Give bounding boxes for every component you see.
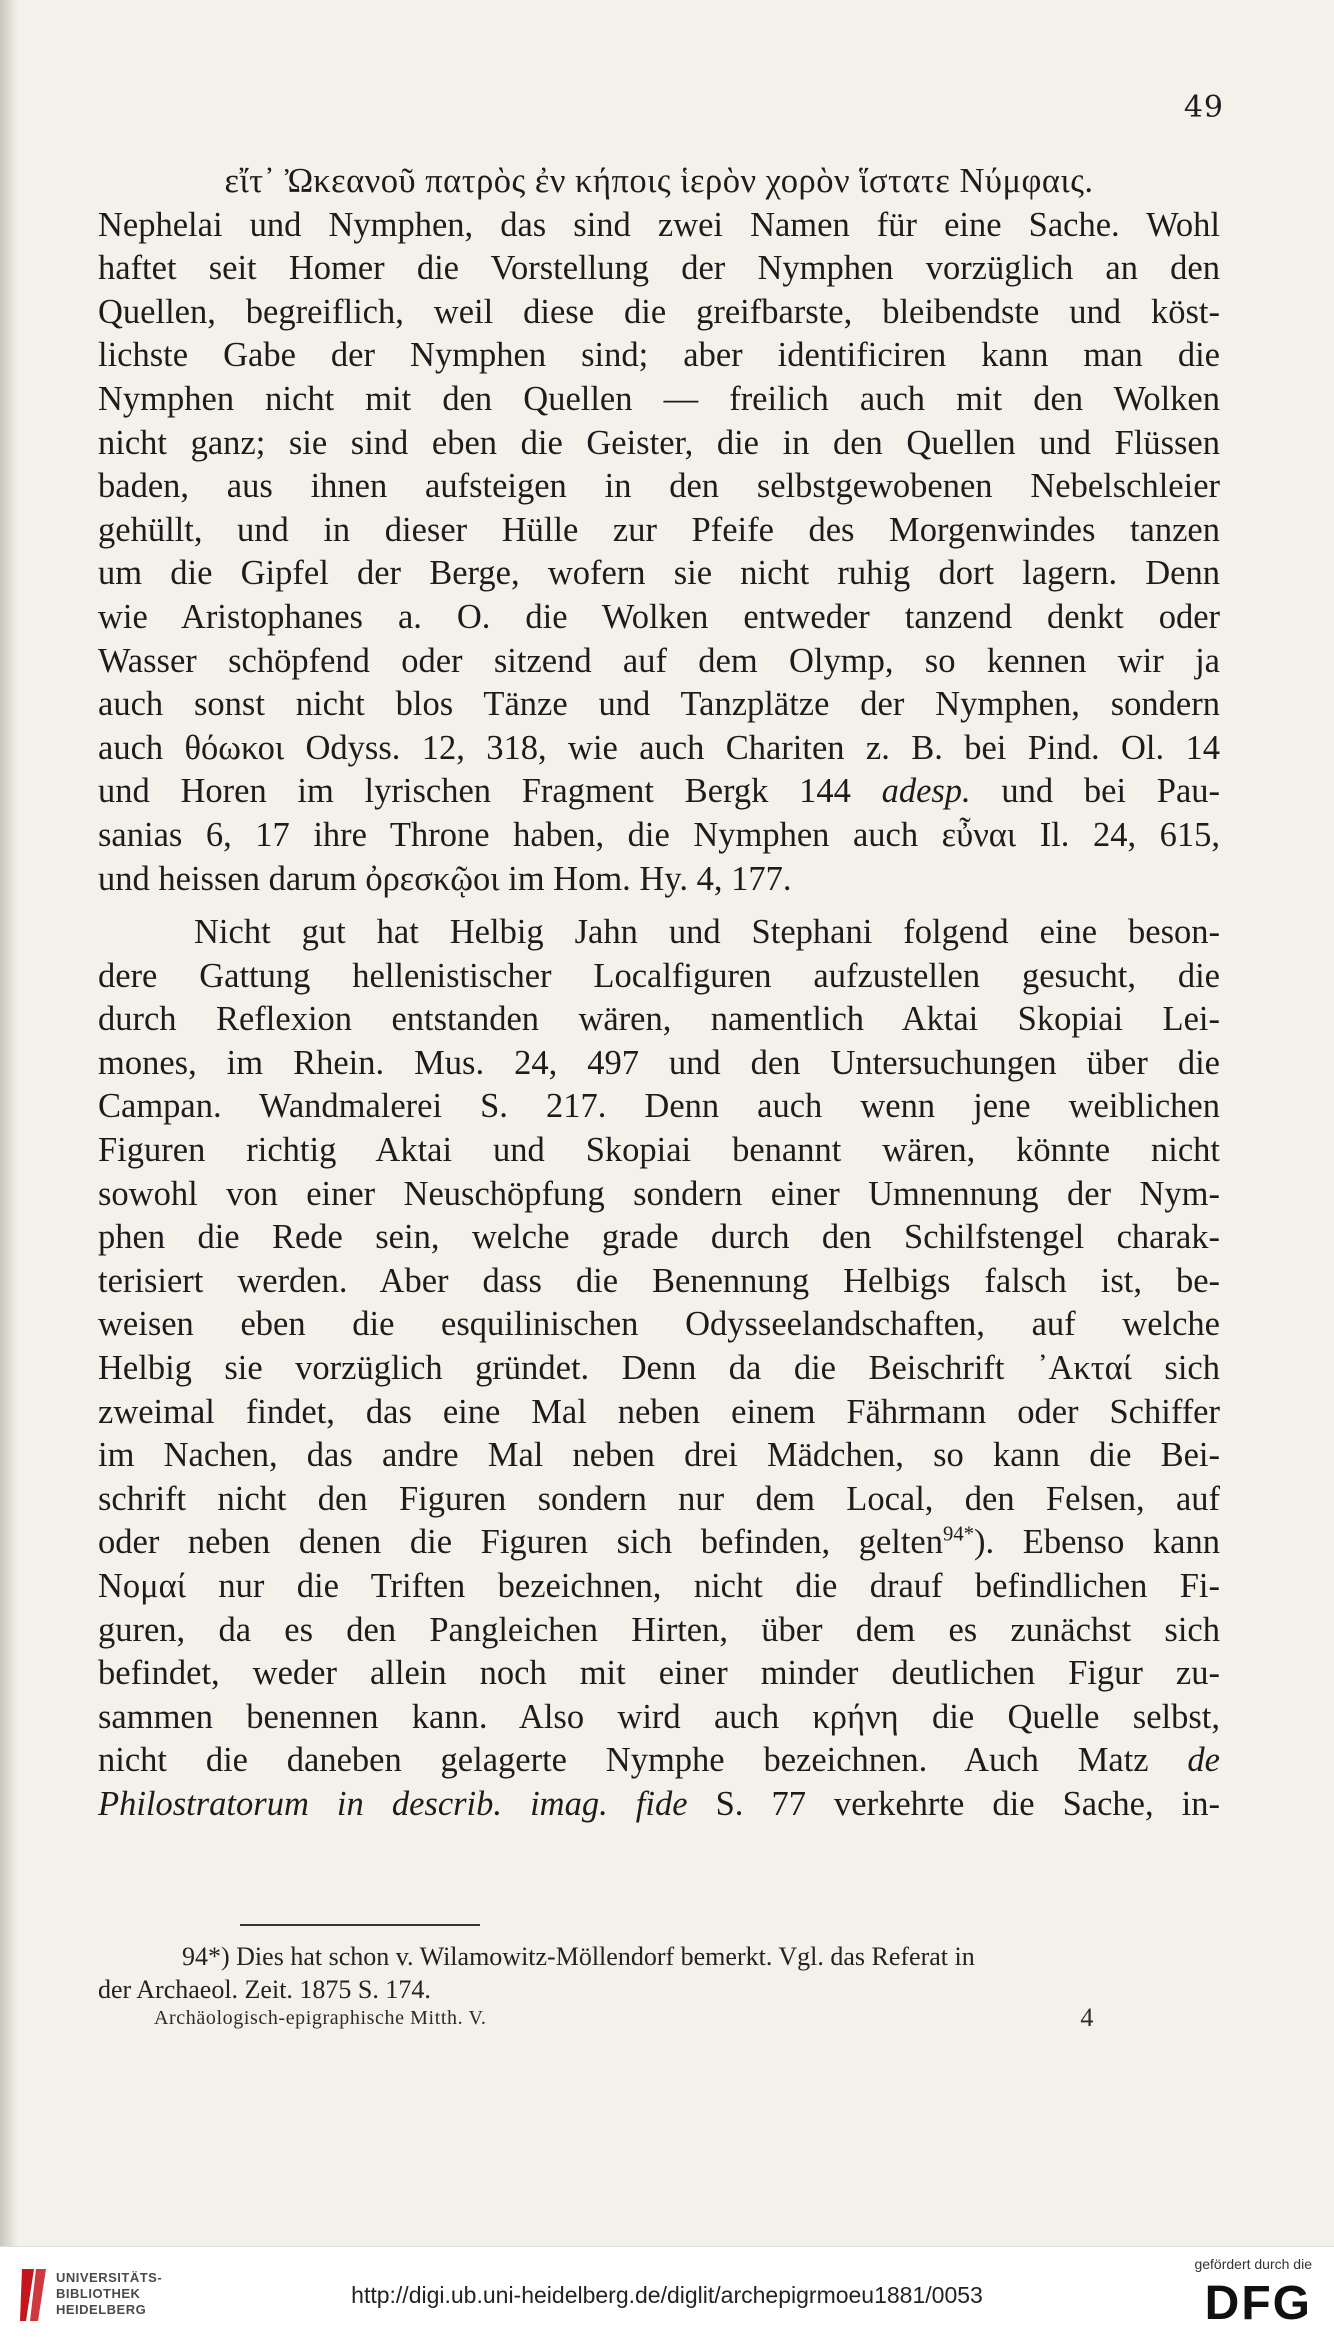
text-line: Wasser schöpfend oder sitzend auf dem Olymp, so kennen wir ja bbox=[98, 641, 1220, 680]
text-line: terisiert werden. Aber dass die Benennung Helbigs falsch ist, be- bbox=[98, 1261, 1220, 1300]
footnote-line: 94*) Dies hat schon v. Wilamowitz-Möllendorf bemerkt. Vgl. das Referat in bbox=[182, 1942, 975, 1971]
text-line: haftet seit Homer die Vorstellung der Nymphen vorzüglich an den bbox=[98, 249, 1220, 288]
text-line: durch Reflexion entstanden wären, namentlich Aktai Skopiai Lei- bbox=[98, 1000, 1220, 1039]
permalink-url[interactable]: http://digi.ub.uni-heidelberg.de/diglit/archepigrmoeu1881/0053 bbox=[351, 2282, 983, 2308]
text-line: um die Gipfel der Berge, wofern sie nicht ruhig dort lagern. Denn bbox=[98, 554, 1220, 593]
funding-caption: gefördert durch die bbox=[1194, 2256, 1312, 2272]
text-line: nicht ganz; sie sind eben die Geister, die in den Quellen und Flüssen bbox=[98, 423, 1220, 462]
footnote-line: der Archaeol. Zeit. 1875 S. 174. bbox=[98, 1975, 431, 2004]
text-line: phen die Rede sein, welche grade durch den Schilfstengel charak- bbox=[98, 1218, 1220, 1257]
journal-title: Archäologisch-epigraphische Mitth. V. bbox=[154, 2007, 487, 2029]
text-line: dere Gattung hellenistischer Localfiguren aufzustellen gesucht, die bbox=[98, 956, 1220, 995]
body-text bbox=[98, 160, 1220, 1827]
footnote-rule bbox=[240, 1924, 480, 1926]
text-line: befindet, weder allein noch mit einer minder deutlichen Figur zu- bbox=[98, 1654, 1220, 1693]
text-line: mones, im Rhein. Mus. 24, 497 und den Untersuchungen über die bbox=[98, 1043, 1220, 1082]
text-line: guren, da es den Pangleichen Hirten, über dem es zunächst sich bbox=[98, 1610, 1220, 1649]
text-line: zweimal findet, das eine Mal neben einem Fährmann oder Schiffer bbox=[98, 1392, 1220, 1431]
text-line: Nephelai und Nymphen, das sind zwei Namen für eine Sache. Wohl bbox=[98, 205, 1220, 244]
page-edge-shadow bbox=[0, 0, 18, 2246]
text-line: im Nachen, das andre Mal neben drei Mädchen, so kann die Bei- bbox=[98, 1436, 1220, 1475]
text-line: Figuren richtig Aktai und Skopiai benannt wären, könnte nicht bbox=[98, 1131, 1220, 1170]
text-line: sowohl von einer Neuschöpfung sondern einer Umnennung der Nym- bbox=[98, 1174, 1220, 1213]
text-line bbox=[98, 1739, 1220, 1783]
library-line: UNIVERSITÄTS- bbox=[56, 2270, 163, 2285]
italic-segment: adesp. bbox=[881, 772, 971, 811]
text-line: sanias 6, 17 ihre Throne haben, die Nymphen auch εὖναι Il. 24, 615, bbox=[98, 815, 1220, 854]
dfg-logo: DFG bbox=[1204, 2277, 1312, 2330]
text-line: sammen benennen kann. Also wird auch κρήνη die Quelle selbst, bbox=[98, 1697, 1220, 1736]
library-line: BIBLIOTHEK bbox=[56, 2286, 141, 2301]
text-line: Quellen, begreiflich, weil diese die greifbarste, bleibendste und köst- bbox=[98, 292, 1220, 331]
paragraph-gap bbox=[98, 901, 1220, 911]
text-line: auch θόωκοι Odyss. 12, 318, wie auch Chariten z. B. bei Pind. Ol. 14 bbox=[98, 728, 1220, 767]
text-line: auch sonst nicht blos Tänze und Tanzplätze der Nymphen, sondern bbox=[98, 685, 1220, 724]
text-line bbox=[98, 770, 1220, 814]
text-line: wie Aristophanes a. O. die Wolken entweder tanzend denkt oder bbox=[98, 597, 1220, 636]
text-line: Νομαί nur die Triften bezeichnen, nicht die drauf befindlichen Fi- bbox=[98, 1567, 1220, 1605]
text-line: Nymphen nicht mit den Quellen — freilich auch mit den Wolken bbox=[98, 379, 1220, 418]
italic-segment: Philostratorum in describ. imag. fide bbox=[98, 1784, 688, 1823]
text-line: weisen eben die esquilinischen Odysseelandschaften, auf welche bbox=[98, 1305, 1220, 1344]
text-line: schrift nicht den Figuren sondern nur dem Local, den Felsen, auf bbox=[98, 1479, 1220, 1518]
text-segment: nicht die daneben gelagerte Nymphe bezeichnen. Auch Matz bbox=[98, 1741, 1188, 1780]
library-line: HEIDELBERG bbox=[56, 2302, 147, 2317]
text-line: Nicht gut hat Helbig Jahn und Stephani folgend eine beson- bbox=[194, 913, 1220, 952]
text-line: Campan. Wandmalerei S. 217. Denn auch wenn jene weiblichen bbox=[98, 1087, 1220, 1126]
text-segment: und Horen im lyrischen Fragment Bergk 144 bbox=[98, 772, 882, 811]
text-segment: oder neben denen die Figuren sich befinden, gelten bbox=[98, 1523, 943, 1562]
greek-verse: εἴτ᾽ Ὠκεανοῦ πατρὸς ἐν κήποις ἱερὸν χορὸν ἵστατε Νύμφαις. bbox=[224, 162, 1094, 200]
page-number: 49 bbox=[1183, 90, 1224, 125]
text-line: gehüllt, und in dieser Hülle zur Pfeife des Morgenwindes tanzen bbox=[98, 510, 1220, 549]
text-line: baden, aus ihnen aufsteigen in den selbstgewobenen Nebelschleier bbox=[98, 467, 1220, 506]
text-line: Helbig sie vorzüglich gründet. Denn da die Beischrift ᾽Ακταί sich bbox=[98, 1349, 1220, 1388]
footnote-ref[interactable]: 94* bbox=[943, 1523, 975, 1546]
text-line bbox=[98, 1521, 1220, 1565]
text-line: lichste Gabe der Nymphen sind; aber identificiren kann man die bbox=[98, 336, 1220, 375]
text-segment: S. 77 verkehrte die Sache, in- bbox=[687, 1784, 1220, 1823]
text-segment: ). Ebenso kann bbox=[974, 1523, 1220, 1562]
italic-segment: de bbox=[1187, 1741, 1220, 1780]
signature-mark: 4 bbox=[1080, 2003, 1094, 2032]
text-line: und heissen darum ὀρεσκῷοι im Hom. Hy. 4, 177. bbox=[98, 859, 792, 898]
running-footer bbox=[154, 2003, 1094, 2032]
footnote bbox=[98, 1940, 1220, 2006]
text-segment: und bei Pau- bbox=[970, 772, 1220, 811]
text-line bbox=[98, 1783, 1220, 1827]
